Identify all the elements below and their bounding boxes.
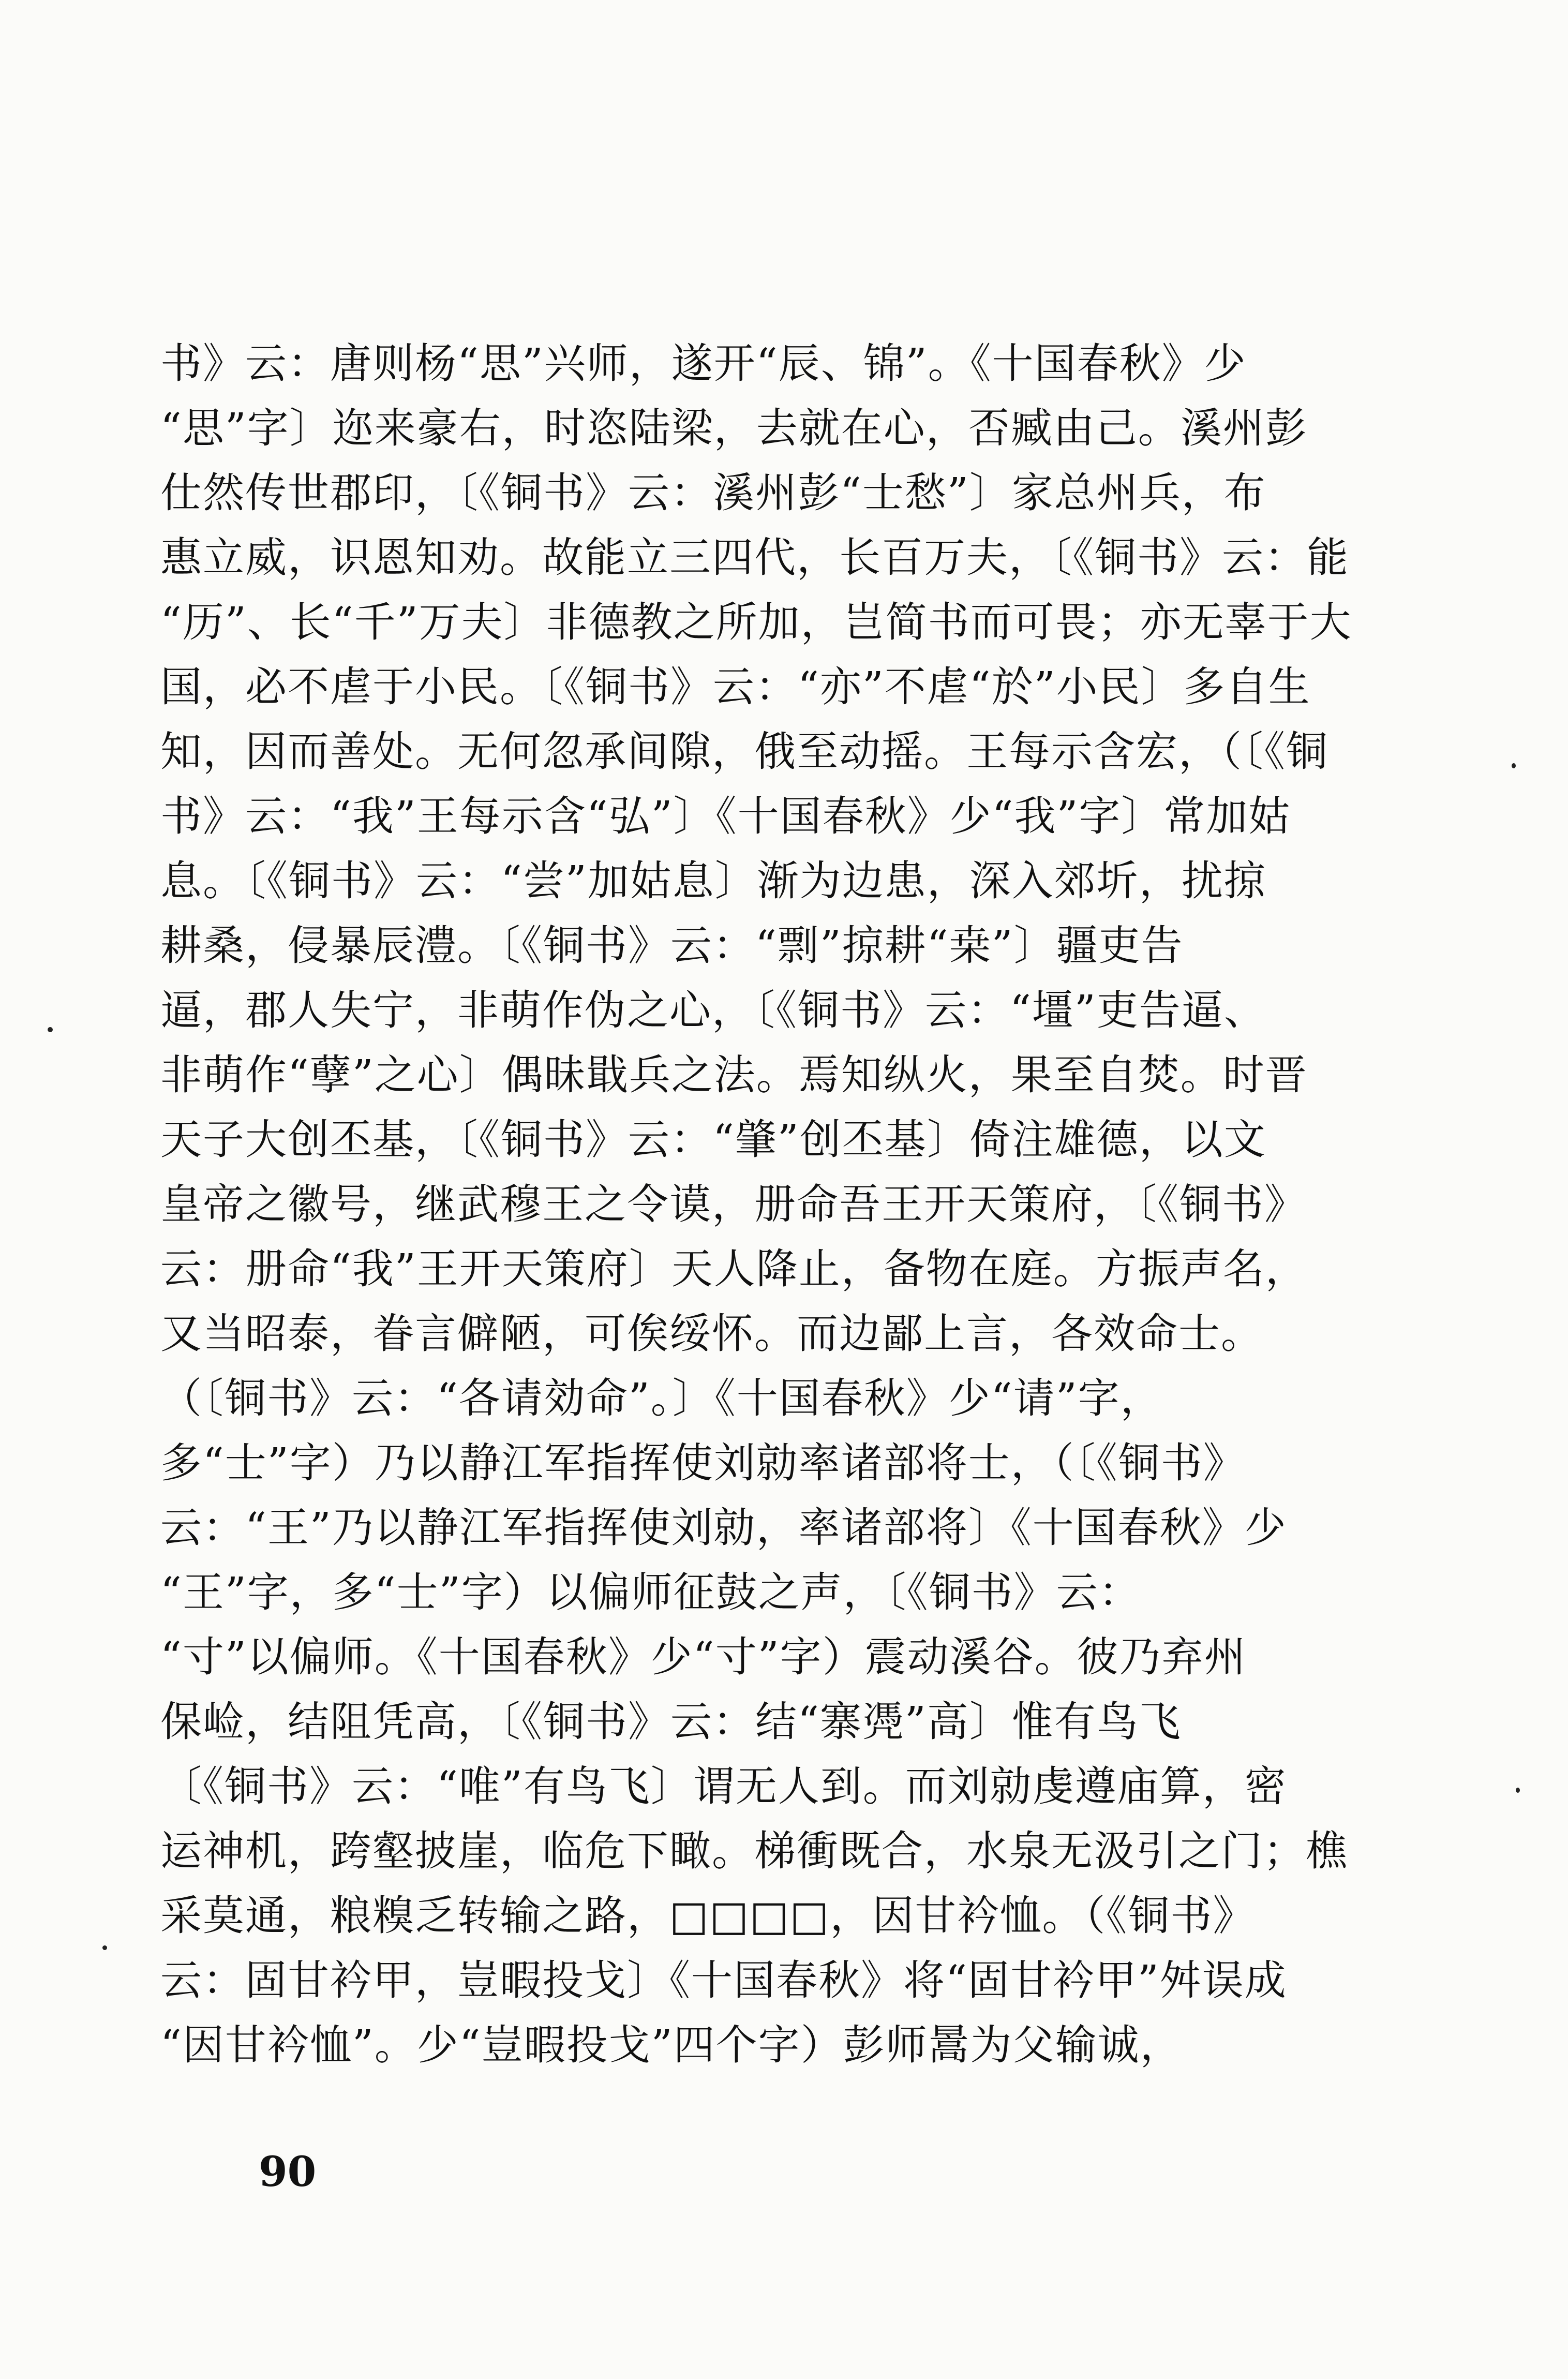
text-line: 保崄，结阻凭高，〔《铜书》云：结“寨凴”高〕惟有鸟飞 — [160, 1698, 1182, 1746]
text-line: 非萌作“孽”之心〕偶昧戢兵之法。焉知纵火，果至自焚。时晋 — [160, 1051, 1308, 1099]
text-line: 天子大创丕基，〔《铜书》云：“肇”创丕基〕倚注雄德，以文 — [160, 1116, 1266, 1164]
text-line: 运神机，跨壑披崖，临危下瞰。梯衝既合，水泉无汲引之门；樵 — [160, 1827, 1348, 1875]
text-line: “因甘衿恤”。少“豈暇投戈”四个字）彭师暠为父输诚， — [160, 2021, 1183, 2069]
text-line: 又当昭泰，眷言僻陋，可俟绥怀。而边鄙上言，各效命士。 — [160, 1310, 1263, 1358]
text-line: 惠立威，识恩知劝。故能立三四代，长百万夫，〔《铜书》云：能 — [160, 533, 1349, 582]
text-line: 仕然传世郡印，〔《铜书》云：溪州彭“士愁”〕家总州兵，布 — [160, 469, 1266, 517]
text-line: 耕桑，侵暴辰澧。〔《铜书》云：“剽”掠耕“桒”〕疆吏告 — [160, 921, 1184, 970]
text-line: （〔铜书》云：“各请効命”。〕《十国春秋》少“请”字， — [160, 1374, 1163, 1422]
text-line: 皇帝之徽号，继武穆王之令谟，册命吾王开天策府，〔《铜书》 — [160, 1180, 1307, 1228]
text-line: 云：固甘衿甲，豈暇投戈〕《十国春秋》将“固甘衿甲”舛误成 — [160, 1956, 1287, 2004]
text-line: “寸”以偏师。《十国春秋》少“寸”字）震动溪谷。彼乃弃州 — [160, 1633, 1247, 1681]
text-line: 息。〔《铜书》云：“尝”加姑息〕渐为边患，深入郊圻，扰掠 — [160, 857, 1266, 905]
page-number: 90 — [259, 2147, 317, 2196]
text-line: “思”字〕迩来豪右，时恣陆梁，去就在心，否臧由己。溪州彭 — [160, 404, 1308, 452]
text-line: 书》云：唐则杨“思”兴师，遂开“辰、锦”。《十国春秋》少 — [160, 339, 1247, 388]
body-text — [160, 331, 1417, 2077]
text-line: 知，因而善处。无何忽承间隙，俄至动摇。王每示含宏，（〔《铜 — [160, 727, 1328, 776]
text-line: “王”字，多“士”字）以偏师征鼓之声，〔《铜书》云： — [160, 1568, 1141, 1616]
text-line: 多“士”字）乃以静江军指挥使刘勍率诸部将士，（〔《铜书》 — [160, 1439, 1246, 1487]
text-line: 书》云：“我”王每示含“弘”〕《十国春秋》少“我”字〕常加姑 — [160, 792, 1291, 840]
scan-speck — [1512, 763, 1516, 768]
text-line: “历”、长“千”万夫〕非德教之所加，岂简书而可畏；亦无辜于大 — [160, 598, 1352, 646]
text-line: 国，必不虐于小民。〔《铜书》云：“亦”不虐“於”小民〕多自生 — [160, 663, 1311, 711]
scan-speck — [48, 1027, 53, 1032]
scan-speck — [102, 1945, 107, 1950]
text-line: 采莫通，粮糗乏转输之路，□□□□，因甘衿恤。（《铜书》 — [160, 1892, 1256, 1940]
text-line: 云：册命“我”王开天策府〕天人降止，备物在庭。方振声名， — [160, 1245, 1308, 1293]
text-line: 云：“王”乃以静江军指挥使刘勍，率诸部将〕《十国春秋》少 — [160, 1504, 1287, 1552]
text-line: 逼，郡人失宁，非萌作伪之心，〔《铜书》云：“壃”吏告逼、 — [160, 986, 1266, 1034]
scan-speck — [1516, 1788, 1520, 1793]
text-line: 〔《铜书》云：“唯”有鸟飞〕谓无人到。而刘勍虔遵庙算，密 — [160, 1762, 1287, 1810]
